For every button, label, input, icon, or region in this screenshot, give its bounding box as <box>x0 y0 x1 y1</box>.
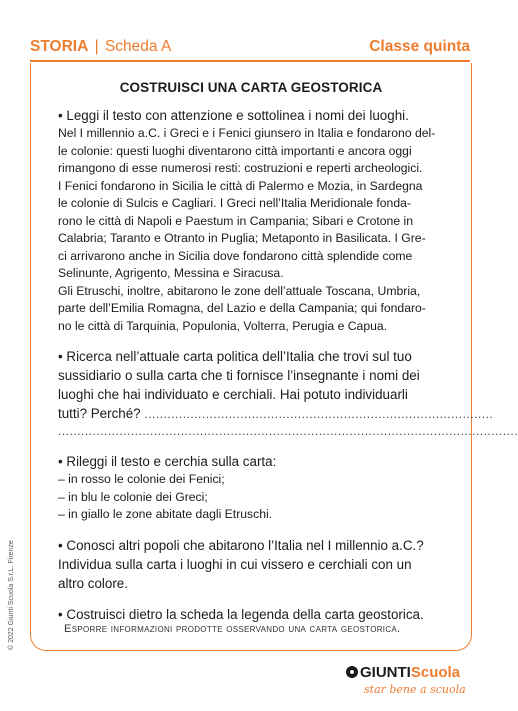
grade-label: Classe quinta <box>369 38 470 55</box>
passage-line: parte dell’Emilia Romagna, del Lazio e della Campania; qui fondaro- <box>58 301 426 315</box>
section-circle-colors <box>58 452 458 524</box>
logo-brand: GIUNTI <box>360 664 411 681</box>
passage-line: ci arrivarono anche in Sicilia dove fondarono città splendide come <box>58 248 413 263</box>
question-text: tutti? Perché? <box>58 406 141 421</box>
copyright-notice: © 2022 Giunti Scuola S.r.L. Firenze <box>8 540 15 650</box>
passage-line: le colonie di Sulcis e Cagliari. I Greci nell’Italia Meridionale fonda- <box>58 196 411 210</box>
learning-objective: Esporre informazioni prodotte osservando una carta geostorica. <box>64 623 401 635</box>
instruction-line: sussidiario o sulla carta che ti fornisce l’insegnante i nomi dei <box>58 368 420 383</box>
worksheet-content <box>58 106 518 624</box>
logo-g-icon <box>346 666 358 678</box>
instruction-legend: • Costruisci dietro la scheda la legenda della carta geostorica. <box>58 606 424 622</box>
worksheet-title: COSTRUISCI UNA CARTA GEOSTORICA <box>119 80 383 95</box>
header-divider <box>30 60 470 62</box>
logo-brand-suffix: Scuola <box>410 664 461 681</box>
passage-line: I Fenici fondarono in Sicilia le città di Palermo e Mozia, in Sardegna <box>58 178 423 193</box>
instruction-line: altro colore. <box>58 575 128 591</box>
section-read-text <box>58 106 458 335</box>
passage-line: Selinunte, Agrigento, Messina e Siracusa. <box>58 266 284 280</box>
page-header <box>30 38 470 58</box>
publisher-logo <box>346 664 472 704</box>
logo-wordmark <box>346 664 460 681</box>
answer-line[interactable]: ........................................................................................... <box>144 407 494 421</box>
passage-line: le colonie: questi luoghi diventarono città importanti e ancora oggi <box>58 143 412 158</box>
color-list <box>58 471 458 524</box>
passage-line: Nel I millennio a.C. i Greci e i Fenici giunsero in Italia e fondarono del- <box>58 126 436 140</box>
answer-line[interactable]: ........................................................................................................................ <box>58 424 518 438</box>
list-item: – in blu le colonie dei Greci; <box>58 489 208 504</box>
header-separator: | <box>94 38 99 55</box>
instruction-line: • Conosci altri popoli che abitarono l’Italia nel I millennio a.C.? <box>58 537 424 553</box>
instruction-read: • Leggi il testo con attenzione e sottolinea i nomi dei luoghi. <box>58 108 409 123</box>
header-subject-group <box>30 38 171 56</box>
passage-line: Calabria; Taranto e Otranto in Puglia; Metaponto in Basilicata. I Gre- <box>58 231 426 245</box>
passage-line: no le città di Tarquinia, Populonia, Volterra, Perugia e Capua. <box>58 318 388 333</box>
list-item: – in rosso le colonie dei Fenici; <box>58 472 225 486</box>
question-line <box>58 404 494 423</box>
logo-tagline: star bene a scuola <box>364 683 466 696</box>
section-find-places <box>58 347 518 440</box>
worksheet-label: Scheda A <box>104 38 172 55</box>
section-other-peoples <box>58 536 458 593</box>
passage-line: Gli Etruschi, inoltre, abitarono le zone dell’attuale Toscana, Umbria, <box>58 283 421 298</box>
reading-passage <box>58 125 458 335</box>
list-item: – in giallo le zone abitate dagli Etruschi. <box>58 507 273 521</box>
passage-line: rono le città di Napoli e Paestum in Campania; Sibari e Crotone in <box>58 213 413 228</box>
subject-label: STORIA <box>30 38 89 55</box>
passage-line: rimangono di esse numerosi resti: costruzioni e reperti archeologici. <box>58 161 423 175</box>
instruction-circle: • Rileggi il testo e cerchia sulla carta: <box>58 454 277 469</box>
instruction-line: luoghi che hai individuato e cerchiali. Hai potuto individuarli <box>58 387 408 402</box>
instruction-line: • Ricerca nell’attuale carta politica dell’Italia che trovi sul tuo <box>58 349 412 364</box>
instruction-line: Individua sulla carta i luoghi in cui vissero e cerchiali con un <box>58 556 412 572</box>
